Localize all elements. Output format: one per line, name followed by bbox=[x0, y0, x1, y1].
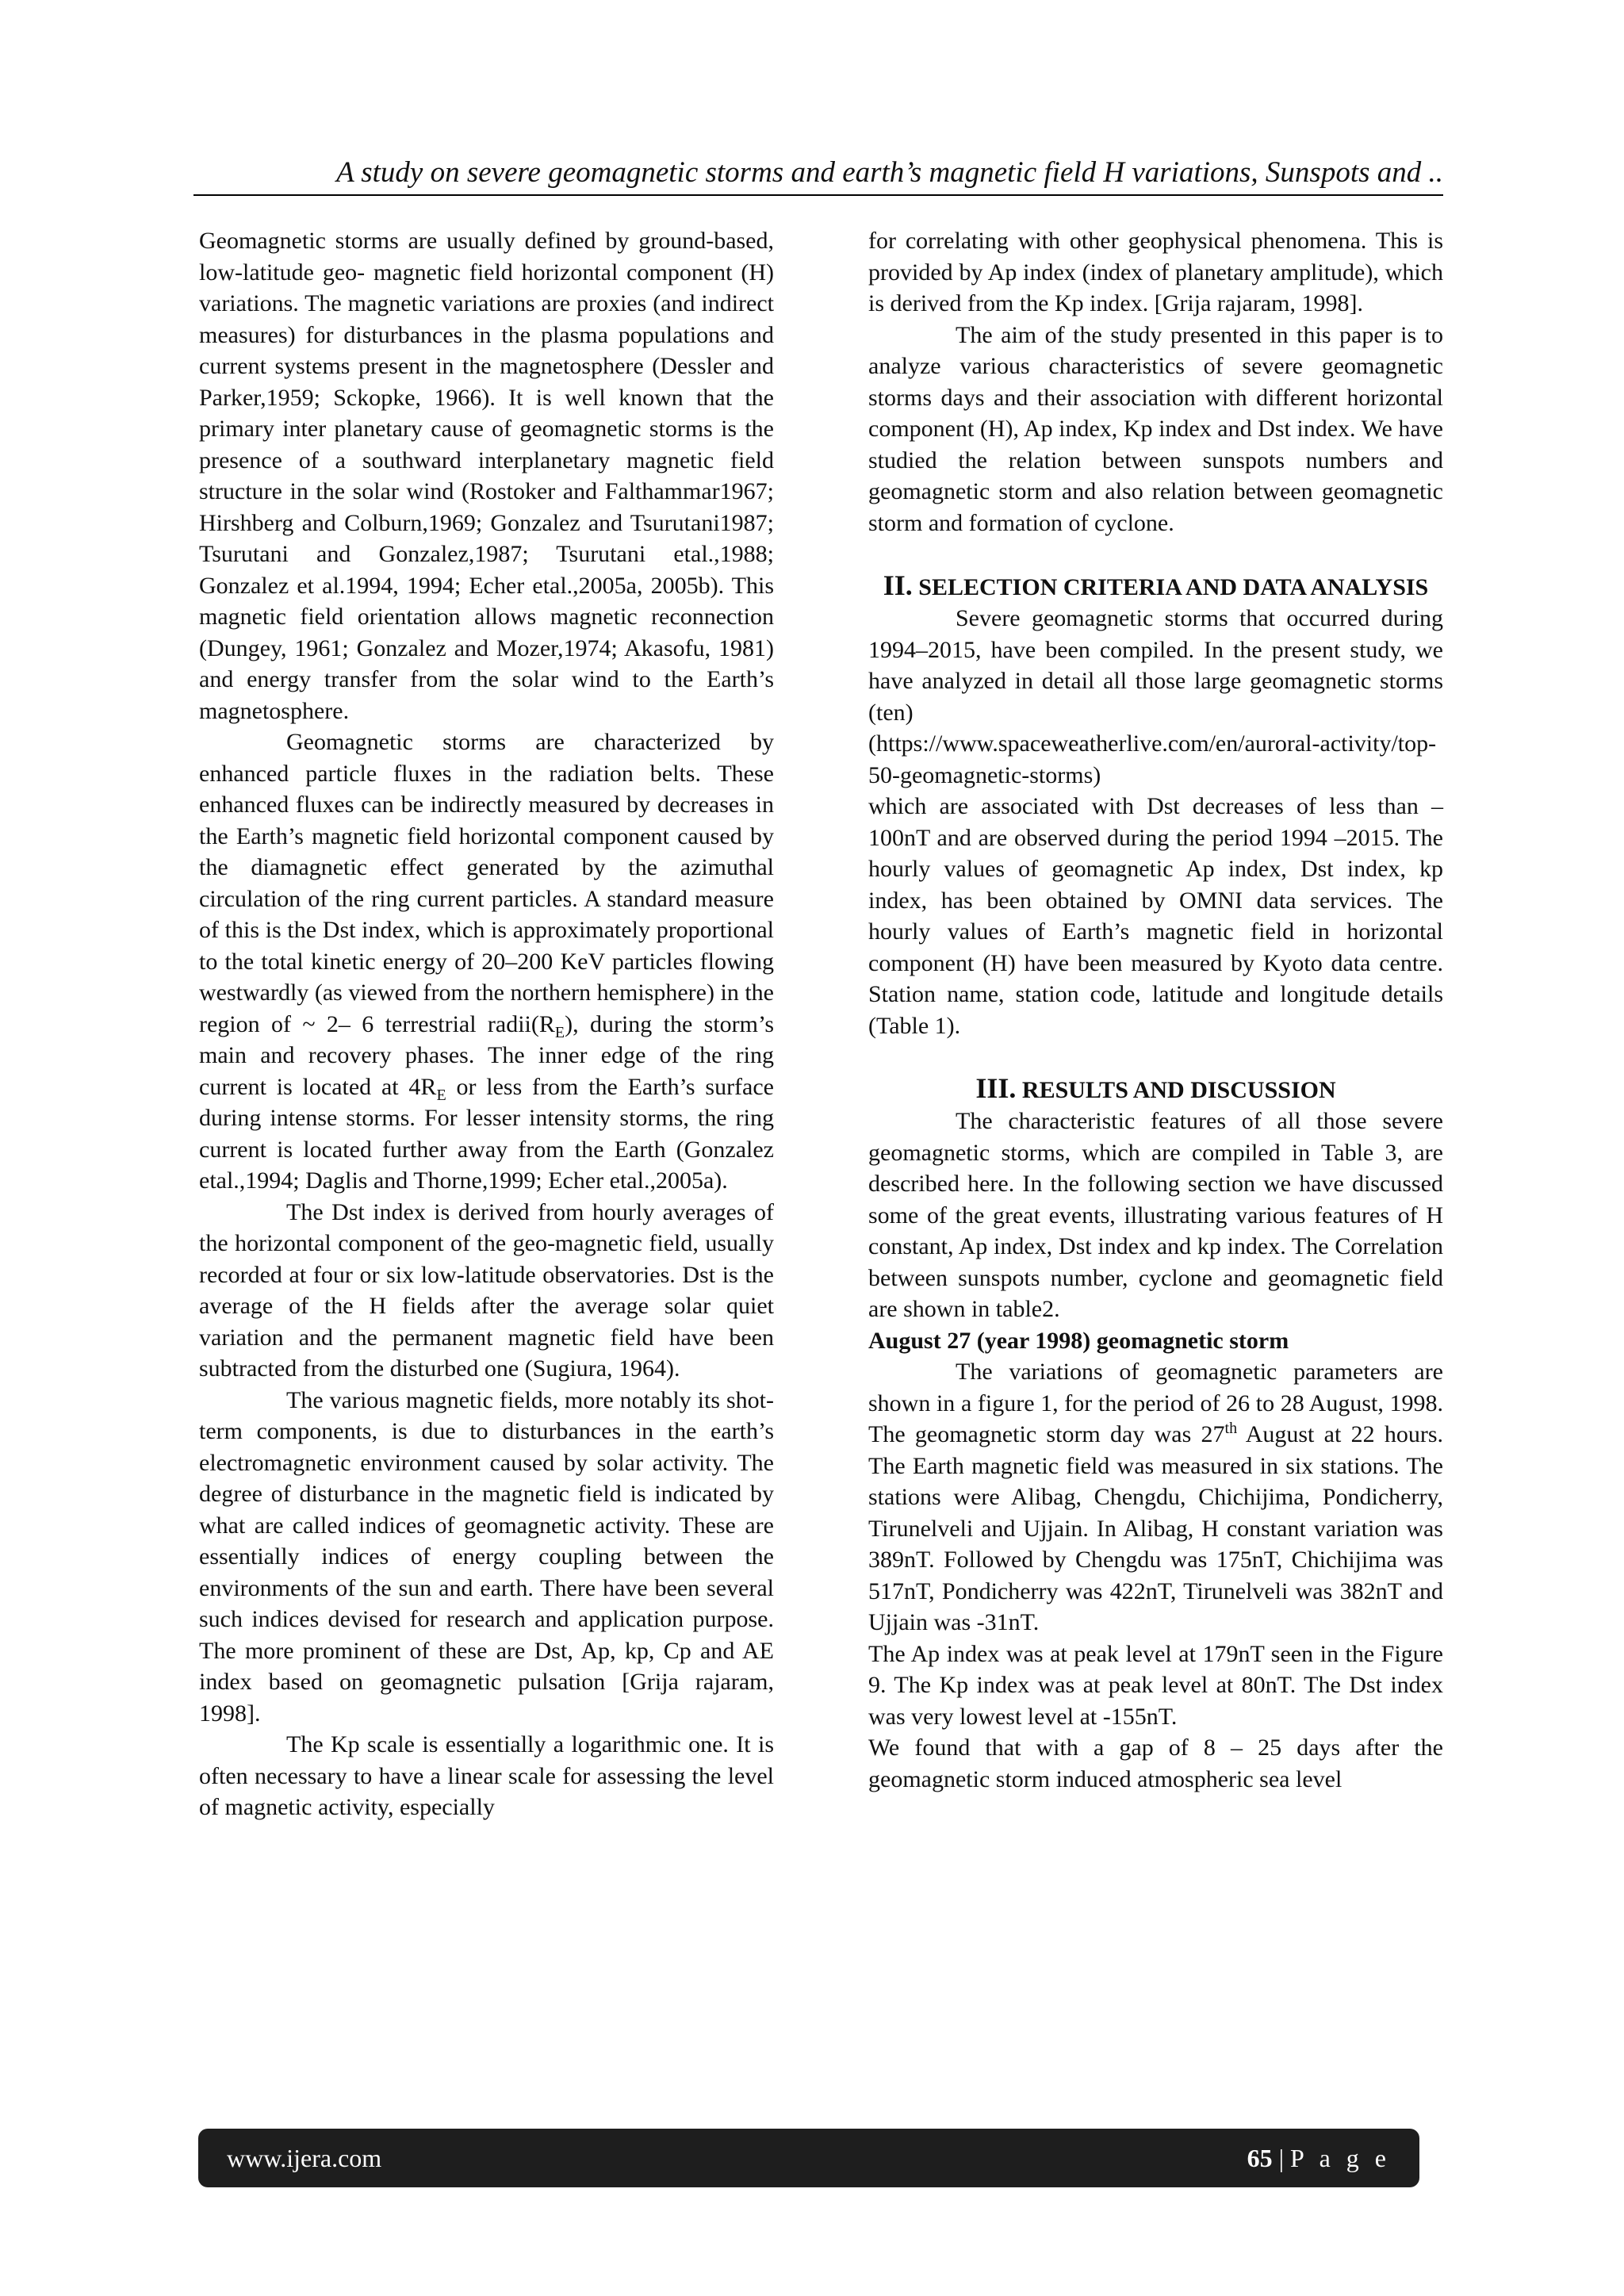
subsection-heading: August 27 (year 1998) geomagnetic storm bbox=[868, 1327, 1289, 1354]
paragraph: The aim of the study presented in this paper is to analyze various characteristics of severe geomagnetic storms days and their association with different horizontal component (H), Ap index, Kp index and Dst index. We have studied the relation between sunspots numbers and geomagnetic storm and also relation between geomagnetic storm and formation of cyclone. bbox=[868, 321, 1443, 536]
paragraph: Geomagnetic storms are usually defined by ground-based, low-latitude geo- magnetic field horizontal component (H) variations. The magnetic variations are proxies (and indirect measures) for disturbances in the plasma populations and current systems present in the magnetosphere (Dessler and Parker,1959; Sckopke, 1966). It is well known that the primary inter planetary cause of geomagnetic storms is the presence of a southward interplanetary magnetic field structure in the solar wind (Rostoker and Falthammar1967; Hirshberg and Colburn,1969; Gonzalez and Tsurutani1987; Tsurutani and Gonzalez,1987; Tsurutani etal.,1988; Gonzalez et al.1994, 1994; Echer etal.,2005a, 2005b). This magnetic field orientation allows magnetic reconnection (Dungey, 1961; Gonzalez and Mozer,1974; Akasofu, 1981) and energy transfer from the solar wind to the Earth’s magnetosphere. bbox=[199, 228, 774, 724]
running-header: A study on severe geomagnetic storms and earth’s magnetic field H variations, Sunspots and .. bbox=[193, 155, 1443, 196]
left-column bbox=[199, 225, 774, 1823]
paragraph: Severe geomagnetic storms that occurred during 1994–2015, have been compiled. In the present study, we have analyzed in detail all those large geomagnetic storms (ten) bbox=[868, 605, 1443, 726]
section-heading-3: III. RESULTS AND DISCUSSION bbox=[975, 1072, 1336, 1104]
paragraph: The variations of geomagnetic parameters are shown in a figure 1, for the period of 26 to 28 August, 1998. The geomagnetic storm day was 27th August at 22 hours. The Earth magnetic field was measured in six stations. The stations were Alibag, Chengdu, Chichijima, Pondicherry, Tirunelveli and Ujjain. In Alibag, H constant variation was 389nT. Followed by Chengdu was 175nT, Chichijima was 517nT, Pondicherry was 422nT, Tirunelveli was 382nT and Ujjain was -31nT. bbox=[868, 1359, 1443, 1635]
paragraph: The Dst index is derived from hourly averages of the horizontal component of the geo-magnetic field, usually recorded at four or six low-latitude observatories. Dst is the average of the H fields after the average solar quiet variation and the permanent magnetic field have been subtracted from the disturbed one (Sugiura, 1964). bbox=[199, 1198, 774, 1382]
paragraph: for correlating with other geophysical phenomena. This is provided by Ap index (index of planetary amplitude), which is derived from the Kp index. [Grija rajaram, 1998]. bbox=[868, 228, 1443, 316]
source-url: (https://www.spaceweatherlive.com/en/auroral-activity/top-50-geomagnetic-storms) bbox=[868, 730, 1437, 788]
right-column bbox=[868, 225, 1443, 1795]
paragraph: The characteristic features of all those severe geomagnetic storms, which are compiled in Table 3, are described here. In the following section we have discussed some of the great events, illustrating various features of H constant, Ap index, Dst index and kp index. The Correlation between sunspots number, cyclone and geomagnetic field are shown in table2. bbox=[868, 1108, 1443, 1322]
paragraph: which are associated with Dst decreases of less than –100nT and are observed during the period 1994 –2015. The hourly values of geomagnetic Ap index, Dst index, kp index, has been obtained by OMNI data services. The hourly values of Earth’s magnetic field in horizontal component (H) have been measured by Kyoto data centre. Station name, station code, latitude and longitude details (Table 1). bbox=[868, 793, 1443, 1039]
footer-site: www.ijera.com bbox=[227, 2143, 382, 2172]
section-heading-2: II. SELECTION CRITERIA AND DATA ANALYSIS bbox=[883, 569, 1429, 601]
page-number: 65 | P a g e bbox=[1247, 2143, 1391, 2172]
paragraph: The various magnetic fields, more notably its shot-term components, is due to disturbances in the earth’s electromagnetic environment caused by solar activity. The degree of disturbance in the magnetic field is indicated by what are called indices of geomagnetic activity. These are essentially indices of energy coupling between the environments of the sun and earth. There have been several such indices devised for research and application purpose. The more prominent of these are Dst, Ap, kp, Cp and AE index based on geomagnetic pulsation [Grija rajaram, 1998]. bbox=[199, 1386, 774, 1727]
paragraph: The Kp scale is essentially a logarithmic one. It is often necessary to have a linear scale for assessing the level of magnetic activity, especially bbox=[199, 1731, 774, 1820]
page-footer bbox=[198, 2129, 1419, 2187]
paragraph: Geomagnetic storms are characterized by enhanced particle fluxes in the radiation belts. These enhanced fluxes can be indirectly measured by decreases in the Earth’s magnetic field horizontal component caused by the diamagnetic effect generated by the azimuthal circulation of the ring current particles. A standard measure of this is the Dst index, which is approximately proportional to the total kinetic energy of 20–200 KeV particles flowing westwardly (as viewed from the northern hemisphere) in the region of ~ 2– 6 terrestrial $radii(R_E)$, during the storm’s main and recovery phases. The inner edge of the ring current is located at $4R_E$ or less from the Earth’s surface during intense storms. For lesser intensity storms, the ring current is located further away from the Earth (Gonzalez etal.,1994; Daglis and Thorne,1999; Echer etal.,2005a). bbox=[199, 729, 774, 1194]
paragraph: The Ap index was at peak level at 179nT seen in the Figure 9. The Kp index was at peak level at 80nT. The Dst index was very lowest level at -155nT. bbox=[868, 1640, 1443, 1730]
paragraph: We found that with a gap of 8 – 25 days after the geomagnetic storm induced atmospheric sea level bbox=[868, 1734, 1443, 1792]
